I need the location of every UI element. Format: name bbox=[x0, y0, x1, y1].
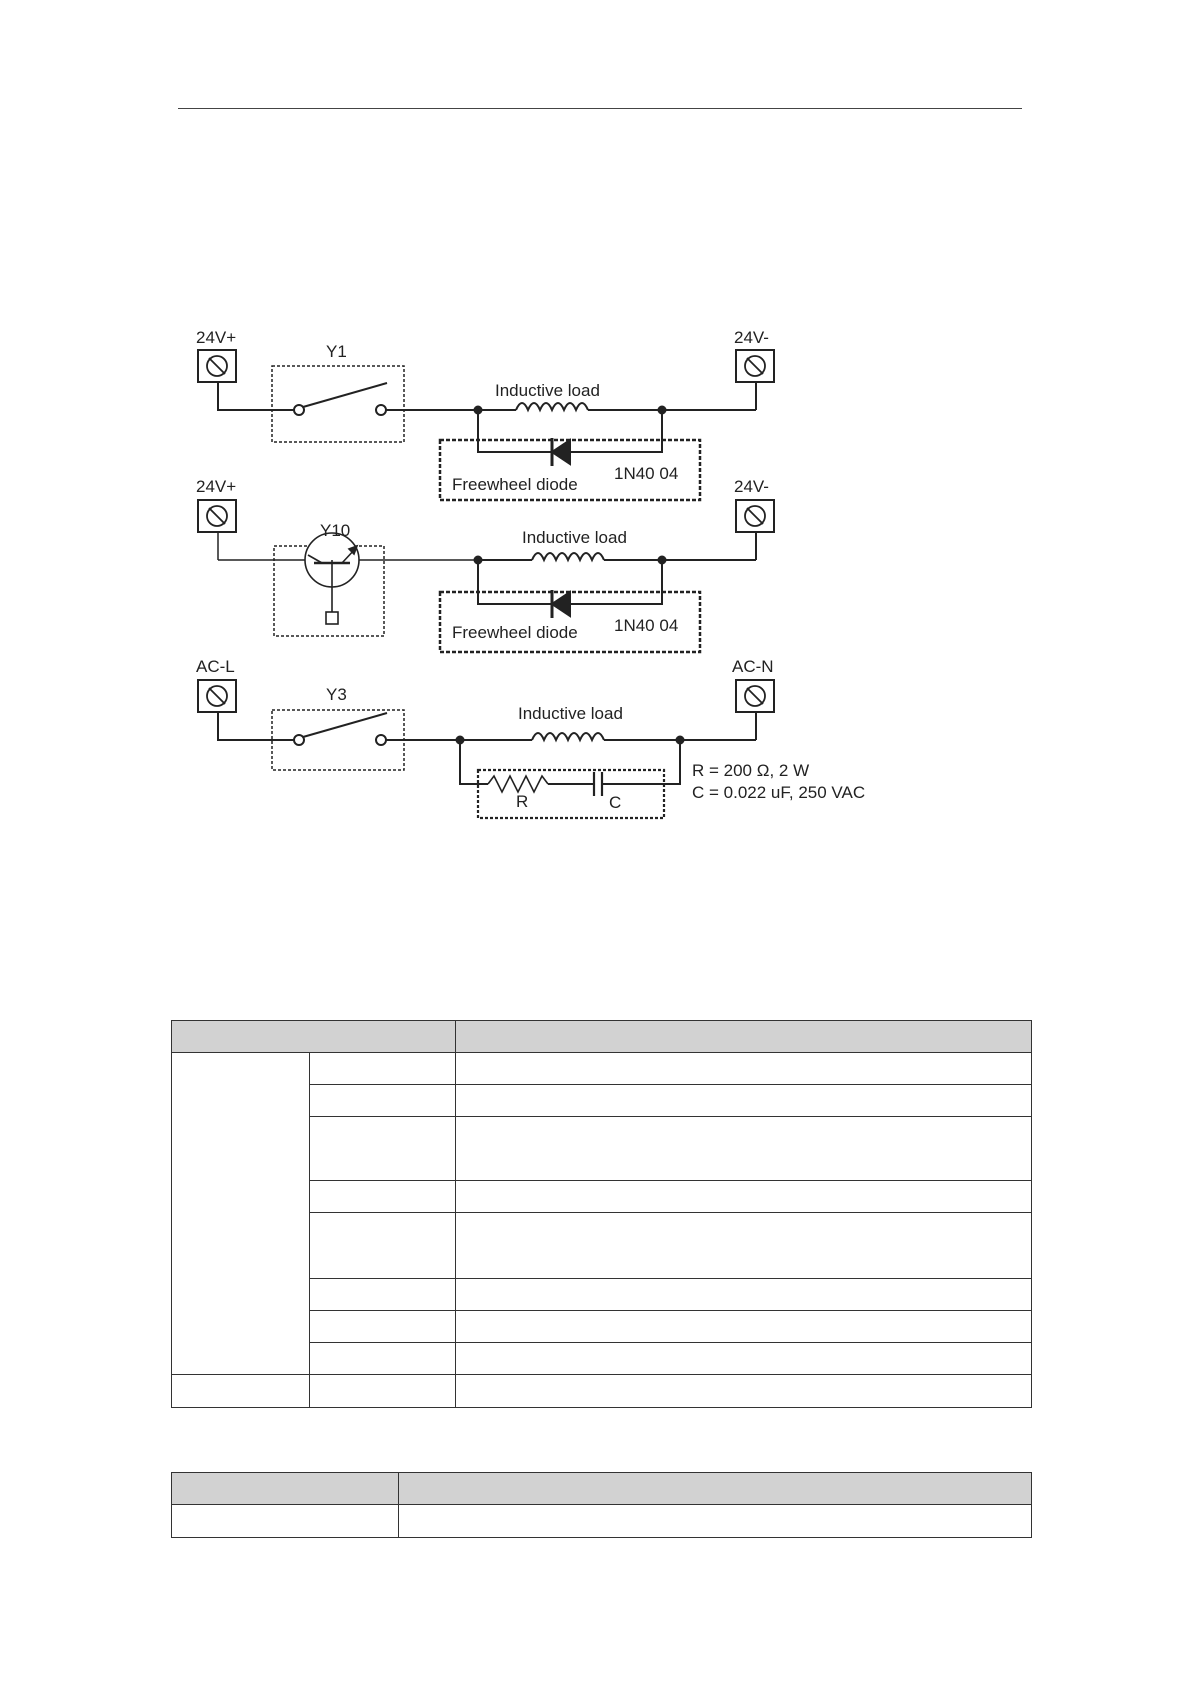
inductor-coil-icon bbox=[516, 403, 588, 410]
table-cell bbox=[456, 1279, 1032, 1311]
table-cell bbox=[456, 1213, 1032, 1279]
table-header-row bbox=[172, 1021, 1032, 1053]
table-cell bbox=[456, 1117, 1032, 1181]
table-cell bbox=[310, 1311, 456, 1343]
terminal-label: AC-L bbox=[196, 657, 235, 676]
suppressor-label: Freewheel diode bbox=[452, 475, 578, 494]
table-cell bbox=[172, 1505, 399, 1538]
table-cell bbox=[172, 1375, 310, 1408]
relay-contact-icon bbox=[218, 382, 478, 415]
table-header-cell bbox=[399, 1473, 1032, 1505]
terminal-screw-icon bbox=[736, 680, 774, 712]
capacitor-icon bbox=[594, 772, 602, 796]
inductor-coil-icon bbox=[532, 733, 604, 740]
relay-contact-icon bbox=[218, 712, 460, 745]
terminal-label: 24V- bbox=[734, 328, 769, 347]
output-label: Y3 bbox=[326, 685, 347, 704]
table-row bbox=[172, 1375, 1032, 1408]
diode-part-label: 1N40 04 bbox=[614, 616, 679, 635]
terminal-label: 24V+ bbox=[196, 477, 237, 496]
table-row bbox=[172, 1053, 1032, 1085]
table-cell bbox=[310, 1213, 456, 1279]
table-header-row bbox=[172, 1473, 1032, 1505]
table-cell bbox=[310, 1053, 456, 1085]
resistor-icon bbox=[488, 776, 548, 792]
load-label: Inductive load bbox=[522, 528, 627, 547]
output-label: Y10 bbox=[320, 521, 351, 540]
capacitor-label: C bbox=[609, 793, 622, 812]
table-cell bbox=[399, 1505, 1032, 1538]
table-cell bbox=[456, 1053, 1032, 1085]
snubber-box bbox=[478, 770, 664, 818]
table-cell bbox=[310, 1181, 456, 1213]
spec-r: R = 200 Ω, 2 W bbox=[692, 761, 810, 780]
output-label: Y1 bbox=[326, 342, 347, 361]
table-cell bbox=[310, 1375, 456, 1408]
terminal-label: 24V- bbox=[734, 477, 769, 496]
table-cell bbox=[310, 1085, 456, 1117]
table-header-cell bbox=[172, 1473, 399, 1505]
table-cell bbox=[310, 1343, 456, 1375]
terminal-screw-icon bbox=[198, 500, 236, 532]
spec-table-2 bbox=[171, 1472, 1032, 1538]
inductor-coil-icon bbox=[532, 553, 604, 560]
table-group-cell bbox=[172, 1053, 310, 1375]
terminal-screw-icon bbox=[198, 350, 236, 382]
spec-c: C = 0.022 uF, 250 VAC bbox=[692, 783, 866, 802]
circuit-3 bbox=[198, 680, 774, 818]
table-cell bbox=[456, 1181, 1032, 1213]
suppressor-label: Freewheel diode bbox=[452, 623, 578, 642]
resistor-label: R bbox=[516, 792, 529, 811]
table-cell bbox=[456, 1375, 1032, 1408]
table-cell bbox=[456, 1311, 1032, 1343]
output-box bbox=[272, 366, 404, 442]
transistor-icon bbox=[305, 533, 359, 624]
load-label: Inductive load bbox=[495, 381, 600, 400]
table-header-cell bbox=[172, 1021, 456, 1053]
table-cell bbox=[310, 1117, 456, 1181]
table-cell bbox=[310, 1279, 456, 1311]
table-cell bbox=[456, 1343, 1032, 1375]
table-cell bbox=[456, 1085, 1032, 1117]
diode-icon bbox=[552, 590, 570, 618]
spec-table-1 bbox=[171, 1020, 1032, 1408]
terminal-screw-icon bbox=[736, 350, 774, 382]
terminal-label: AC-N bbox=[732, 657, 774, 676]
terminal-label: 24V+ bbox=[196, 328, 237, 347]
terminal-screw-icon bbox=[736, 500, 774, 532]
table-header-cell bbox=[456, 1021, 1032, 1053]
diode-icon bbox=[552, 438, 570, 466]
table-row bbox=[172, 1505, 1032, 1538]
load-label: Inductive load bbox=[518, 704, 623, 723]
diode-part-label: 1N40 04 bbox=[614, 464, 679, 483]
terminal-screw-icon bbox=[198, 680, 236, 712]
